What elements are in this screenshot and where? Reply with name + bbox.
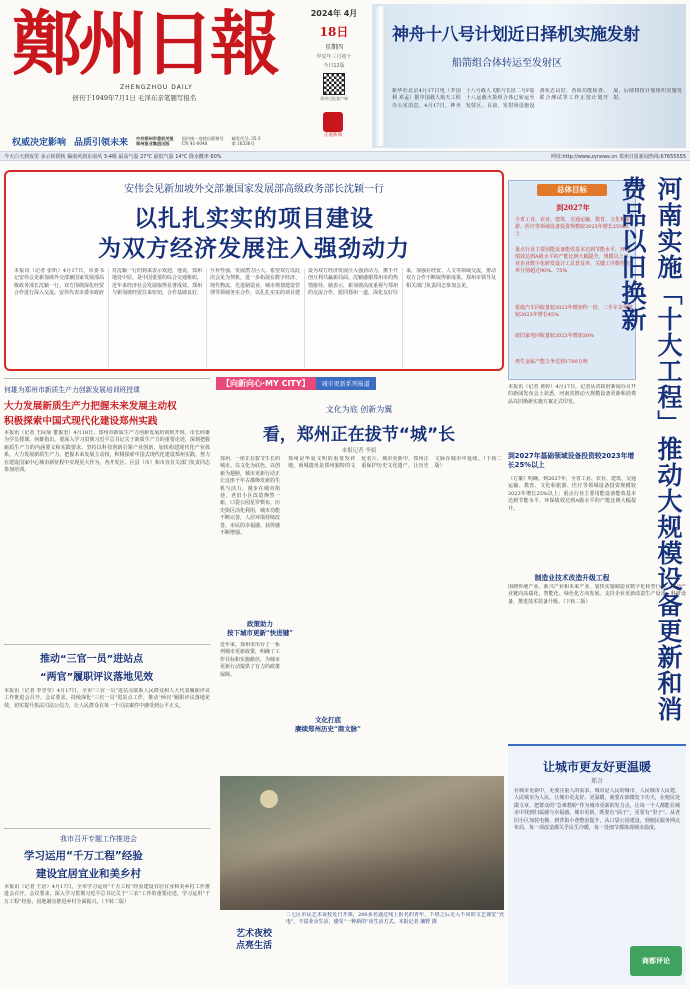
- lead-kicker: 安伟会见新加坡外交部兼国家发展部高级政务部长沈颖一行: [124, 184, 384, 195]
- city-subhead-2: 文化打底 赓续郑州历史“商文脉”: [295, 716, 361, 733]
- slogan-row: [12, 134, 297, 148]
- city-byline: 本报记者 李娟: [341, 448, 377, 454]
- divider: [4, 828, 210, 829]
- slogan-2: 品质引领未来: [74, 137, 129, 148]
- lead-body: 本报讯（记者 张昕）4月17日，市委书记安伟会见新加坡外交部兼国家发展部高级政务部长沈颖一行。双方围绕深化经贸合作进行深入交流。安伟代表市委市政府对沈颖一行的到来表示欢迎，他说，郑州地处中原，是中国重要的综合交通枢纽，近年来经济社会发展取得显著成效。郑州与新加坡经贸往来密切，合作基础良好，互补性强，发展潜力巨大。希望双方以此次会见为契机，进一步拓展在数字经济、现代物流、先进制造业、城市规划建设管理等领域务实合作，以扎扎实实的项目建设为双方经济发展注入强劲动力，携手开创互利共赢新局面。沈颖感谢郑州市的热情接待，她表示，新加坡高度重视与郑州的交流合作，愿同郑州一道，深化友好往来，加强在经贸、人文等领域交流，推动双方合作不断取得新成果。郑州市领导及相关部门负责同志参加会见。: [14, 268, 496, 297]
- city-headline: 看，郑州正在拔节“城”长: [262, 425, 456, 445]
- top-story-subhead: 船箭组合体转运至发射区: [452, 58, 562, 69]
- top-story: [372, 4, 686, 148]
- photo-lamp: [260, 790, 278, 808]
- section3-body: 本报讯（记者 李莹莹）4月17日，全市“三官一员”进站点联系人民群众和人大代表履职评议工作推进会召开。会议要求，持续深化“三官一员”进站点工作，推动“两官”履职评议落地见效，切实提升执法司法公信力，让人民群众在每一个司法案件中感受到公平正义。: [4, 688, 210, 709]
- city-subhead-1: 政策助力 按下城市更新“快进键”: [227, 620, 293, 637]
- targets-intro: 到2027年: [556, 203, 590, 212]
- target-item: 再生金属产能力争达到1700万吨: [515, 359, 588, 365]
- newspaper-title: 鄭州日報: [12, 2, 276, 85]
- founded-line: 创刊于1949年7月1日 毛泽东亲笔题写报名: [72, 94, 197, 102]
- lead-headline-1: 以扎扎实实的项目建设: [134, 206, 374, 232]
- newspaper-pinyin: ZHENGZHOU DAILY: [120, 84, 193, 91]
- cn-number: 国内统一连续出版物号 CN 41-0048: [181, 136, 224, 146]
- section2-body: 本报讯（记者 王际菊 董俊奎）4月18日，郑州市新质生产力创新发展培训班开班，市长何雄为学员授课。何雄指出，要深入学习贯彻习近平总书记关于新质生产力的重要论述，深刻把握新质生产力的内涵要义和实践要求，坚持以科技创新引领产业创新，加快构建现代化产业体系，大力发展新质生产力，把握未来发展主动权，积极探索中国式现代化建设郑州实践，努力在建设国家中心城市新征程中实现更大作为。各开发区、区县（市）和市直有关部门负责同志参加培训。: [4, 430, 210, 474]
- qr-code-2-label: 正观新闻: [324, 133, 342, 138]
- city-photo-label: 艺术夜校 点亮生活: [235, 929, 272, 951]
- postal-code: 邮发代号: 35-3 第 16336号: [231, 136, 261, 146]
- commentary-body: 在城市更新中，更要注重人的需求。城市是人民的城市，人民城市人民建，人民城市为人民。让城市更友好、更温暖，就要在细微处下功夫，在便民处做文章，把群众的“急难愁盼”作为城市更新的发力点，让每一个人都能在城市中找到归属感与幸福感。城市更新，既要有“面子”，更要有“里子”。从老旧小区加装电梯，到背街小巷整治提升，从口袋公园建设，到便民服务网点布局，每一项改造都关乎民生冷暖，每一处细节都体现城市温度。: [514, 788, 680, 832]
- date-day: 18日: [319, 25, 349, 39]
- city-banner-tag: 【向新向心·MY CITY】: [216, 377, 316, 390]
- city-body-sub1: 近年来，郑州市出台了一系列城市更新政策，明确了工作目标和实施路径，为城市更新行动提供了有力的政策保障。: [220, 642, 280, 678]
- lead-headline-2: 为双方经济发展注入强劲动力: [98, 236, 410, 262]
- top-story-headline: 神舟十八号计划近日择机实施发射: [392, 25, 640, 45]
- section2-kicker: 何雄为郑州市新质生产力创新发展培训班授课: [4, 386, 140, 394]
- target-item: 全省工业、农业、建筑、交通运输、教育、文化和旅游、医疗等领域设备投资规模较2023年增长25%以上: [515, 217, 631, 237]
- section3-headline-2: “两官”履职评议落地见效: [40, 672, 154, 683]
- target-item: 废旧家电回收量较2023年增加30%: [515, 333, 594, 339]
- section4-headline-1: 学习运用“千万工程”经验: [24, 850, 143, 862]
- qr-block-2: [308, 112, 358, 138]
- weather-bar: [0, 151, 690, 161]
- city-body-sub2: 郑州是华夏文明的重要发祥地，商城遗址是郑州独特的文化名片。城市更新中，郑州注重保护历史文化遗产，让历史文脉在城市中延续。（下转二版）: [288, 456, 502, 470]
- lead-story-box: [4, 170, 504, 371]
- photo-people: [220, 846, 504, 910]
- right-col-subhead-2: 制造业技术改造升级工程: [534, 574, 610, 582]
- qr-code-1[interactable]: [323, 73, 345, 95]
- right-col-body-3: 围绕传统产业、新兴产业和未来产业，加快实施制造业数字化转型行动，推动产业链向高端化、智能化、绿色化方向发展。支持企业更新改造生产设备、科研设备，推进技术装备升级。（下转二版）: [508, 584, 686, 605]
- weather-text: 今天白天到夜里 多云转阴转 偏南风到东南风 3-4级 最高气温 27℃ 最低气温 14℃ 降水概率 60%: [4, 153, 222, 160]
- section4-kicker: 我市召开专题工作推进会: [60, 835, 137, 843]
- city-photo-caption: 二七区市民艺术夜校近日开课，200多名通过线上报名的青年，下班之后走入不同的文艺课堂“充电”，丰富业余生活，感受“一种新的”夜生活方式。本报记者 廉野 摄: [286, 912, 504, 926]
- vertical-headline: 河南实施「十大工程」推动大规模设备更新和消费品以旧换新: [618, 176, 683, 722]
- slogan-1: 权威决定影响: [12, 137, 67, 148]
- date-weekday: 星期四: [324, 44, 343, 51]
- section2-headline-1: 大力发展新质生产力把握未来发展主动权: [4, 401, 177, 412]
- top-story-body: 新华社北京4月17日电（李国利 邓孟）据中国载人航天工程办公室消息，4月17日，神舟十八号载人飞船与长征二号F遥十八运载火箭组合体已转运至发射区。目前，发射场设施设备状态良好，各项功能检查、联合测试等工作正按计划开展，后续将按计划组织实施发射。: [392, 88, 682, 109]
- target-item: 报废汽车回收量较2023年增加约一倍，二手车交易量较2023年增长45%: [515, 305, 633, 318]
- right-col-subhead-1: 到2027年基础领域设备投资较2023年增长25%以上: [508, 452, 635, 469]
- right-col-body: 本报讯（记者 黄婷）4月17日，记者从省政府新闻办召开的新闻发布会上获悉，河南省推动大规模设备更新和消费品以旧换新实施方案正式印发。: [508, 384, 636, 405]
- section3-headline-1: 推动“三官一员”进站点: [40, 654, 144, 665]
- target-item: 重点行业主要用能设备能效基本达到节能水平，环保绩效达到A级水平的产能比例大幅提升，规模以上工业企业数字化研发设计工具普及率、关键工序数控化率分别超过90%、75%: [515, 247, 631, 274]
- right-col-body-2: 《方案》明确，到2027年，全省工业、农业、建筑、交通运输、教育、文化和旅游、医疗等领域设备投资规模较2023年增长25%以上；重点行业主要用能设备能效基本达到节能水平，环保绩效达到A级水平的产能比例大幅提升。: [508, 476, 636, 512]
- date-lunar: 甲辰年三月初十: [316, 54, 352, 60]
- city-banner: [216, 376, 502, 390]
- divider: [4, 378, 210, 379]
- commentary-badge: [630, 946, 682, 976]
- date-block: [300, 8, 368, 118]
- section4-body: 本报讯（记者 王治）4月17日，全市学习运用“千万工程”经验建设宜居宜业和美乡村工作推进会召开。会议要求，深入学习贯彻习近平总书记关于“三农”工作的重要论述，学习运用“千万工程”经验，因地制宜推进乡村全面振兴。（下转二版）: [4, 884, 210, 905]
- contact-text: 网址:http://www.zynews.cn 郑州日报新闻热线:67655555: [550, 153, 686, 160]
- app-logo-icon: [323, 112, 343, 132]
- section4-headline-2: 建设宜居宜业和美乡村: [36, 868, 141, 880]
- commentary-box: [508, 744, 686, 985]
- commentary-headline: 让城市更友好更温暖: [542, 760, 651, 774]
- city-banner-tail: 城市更新系列报道: [316, 377, 376, 390]
- publisher-info: 中共郑州市委机关报 郑州报业集团出版: [136, 136, 174, 146]
- rocket-icon: [376, 6, 386, 146]
- issue-pages: 今日12版: [323, 63, 345, 69]
- city-kicker: 文化为底 创新为翼: [325, 405, 393, 414]
- city-body: 郑州，一座正在拔节生长的城市。以文化为底色，以创新为翅膀，城市更新行动正让这座千年古都焕发新的生机与活力。漫步在城市街巷，老旧小区改造焕然一新，口袋公园星罗棋布，历史街区活化利用，城市功能不断完善，人居环境持续改善，市民的幸福感、获得感不断增强。: [220, 456, 280, 537]
- date-year-month: 2024年 4月: [310, 9, 358, 18]
- commentary-author: 郑言: [590, 778, 603, 785]
- city-photo: [220, 776, 504, 910]
- commentary-badge-label: 商都评论: [642, 957, 670, 965]
- targets-header: 总体目标: [537, 184, 607, 196]
- divider: [4, 644, 210, 645]
- section2-headline-2: 积极探索中国式现代化建设郑州实践: [4, 416, 158, 427]
- qr-code-1-label: 郑州日报客户端: [320, 96, 348, 101]
